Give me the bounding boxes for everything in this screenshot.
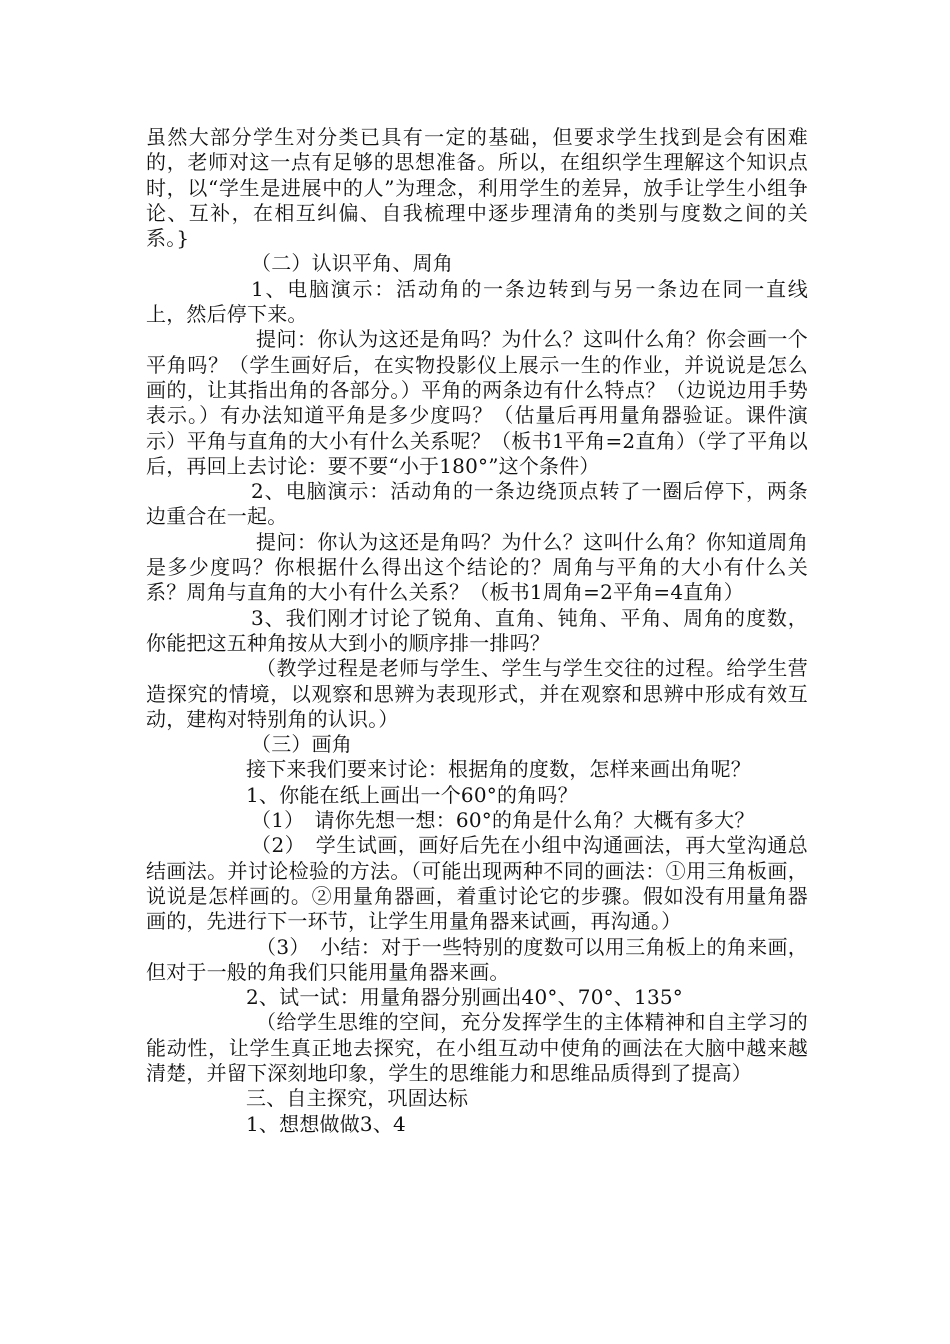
- paragraph-try-it: 2、试一试：用量角器分别画出40°、70°、135°: [246, 985, 683, 1010]
- paragraph-exercises: 1、想想做做3、4: [246, 1111, 406, 1136]
- section-heading-self-explore: 三、自主探究，巩固达标: [246, 1086, 469, 1111]
- paragraph-drawing-intro: 接下来我们要来讨论：根据角的度数，怎样来画出角呢？: [246, 757, 751, 782]
- paragraph-question-flat-angle: 提问：你认为这还是角吗？为什么？这叫什么角？你会画一个平角吗？（学生画好后，在实物投影仪上展示一生的作业，并说说是怎么画的，让其指出角的各部分。）平角的两条边有什么特点？（边说边用手势表示。）有办法知道平角是多少度吗？（估量后再用量角器验证。课件演示）平角与直角的大小有什么关系呢？（板书1平角=2直角）（学了平角以后，再回上去讨论：要不要“小于180°”这个条件）: [146, 327, 808, 478]
- paragraph-draw-60: 1、你能在纸上画出一个60°的角吗？: [246, 782, 578, 807]
- paragraph-classification-note: 虽然大部分学生对分类已具有一定的基础，但要求学生找到是会有困难的，老师对这一点有足够的思想准备。所以，在组织学生理解这个知识点时，以“学生是进展中的人”为理念，利用学生的差异，放手让学生小组争论、互补，在相互纠偏、自我梳理中逐步理清角的类别与度数之间的关系。}: [146, 125, 808, 251]
- section-heading-drawing-angles: （三）画角: [251, 732, 352, 757]
- paragraph-step-3: （3） 小结：对于一些特别的度数可以用三角板上的角来画，但对于一般的角我们只能用量角器来画。: [146, 934, 808, 984]
- paragraph-teaching-note-2: （给学生思维的空间，充分发挥学生的主体精神和自主学习的能动性，让学生真正地去探究，在小组互动中使角的画法在大脑中越来越清楚，并留下深刻地印象，学生的思维能力和思维品质得到了提高）: [146, 1010, 808, 1085]
- document-body: [146, 125, 808, 1137]
- paragraph-step-1: （1） 请你先想一想：60°的角是什么角？大概有多大？: [251, 808, 755, 833]
- paragraph-ordering-angles: 3、我们刚才讨论了锐角、直角、钝角、平角、周角的度数，你能把这五种角按从大到小的顺序排一排吗？: [146, 605, 808, 655]
- paragraph-teaching-note-1: （教学过程是老师与学生、学生与学生交往的过程。给学生营造探究的情境，以观察和思辨为表现形式，并在观察和思辨中形成有效互动，建构对特别角的认识。）: [146, 656, 808, 731]
- paragraph-question-full-angle: 提问：你认为这还是角吗？为什么？这叫什么角？你知道周角是多少度吗？你根据什么得出这个结论的？周角与平角的大小有什么关系？周角与直角的大小有什么关系？（板书1周角=2平角=4直角）: [146, 529, 808, 605]
- section-heading-flat-full-angle: （二）认识平角、周角: [251, 251, 453, 276]
- paragraph-demo-1: 1、电脑演示：活动角的一条边转到与另一条边在同一直线上，然后停下来。: [146, 276, 808, 327]
- paragraph-demo-2: 2、电脑演示：活动角的一条边绕顶点转了一圈后停下，两条边重合在一起。: [146, 479, 808, 529]
- paragraph-step-2: （2） 学生试画，画好后先在小组中沟通画法，再大堂沟通总结画法。并讨论检验的方法。（可能出现两种不同的画法：①用三角板画，说说是怎样画的。②用量角器画，着重讨论它的步骤。假如没有用量角器画的，先进行下一环节，让学生用量角器来试画，再沟通。）: [146, 833, 808, 934]
